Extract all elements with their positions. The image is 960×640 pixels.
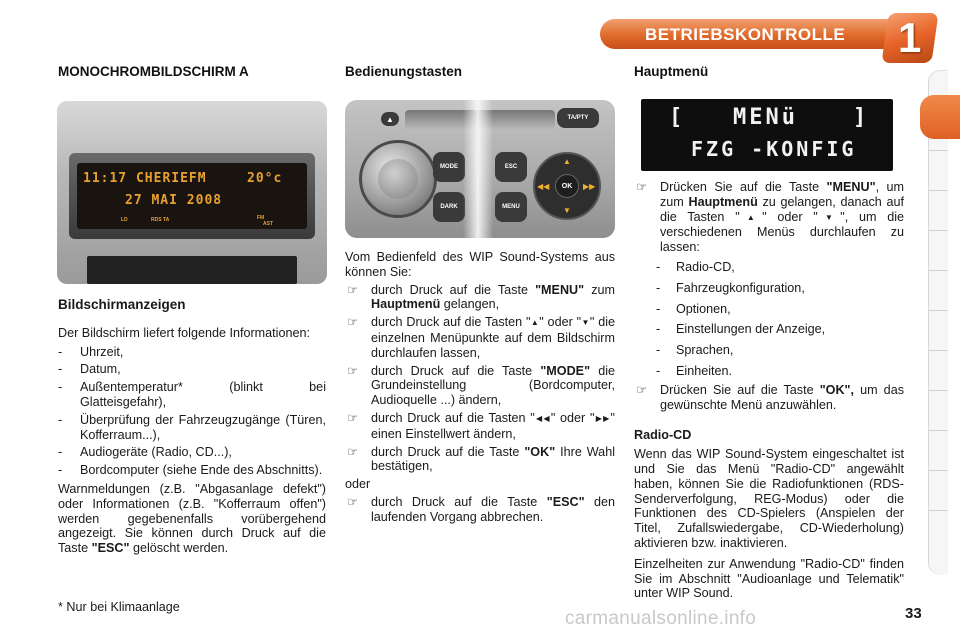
pointer-icon: ☞ xyxy=(636,180,648,194)
tab-divider xyxy=(928,390,948,391)
mode-button: MODE xyxy=(433,152,465,182)
lcd-label-ld: LD xyxy=(121,217,128,223)
warning-paragraph: Warnmeldungen (z.B. "Abgasanlage defekt") oder Informationen (z.B. "Kofferraum offen") werden gegebenenfalls vorübergehend angezeigt. Sie können durch Druck auf die Taste "ESC" gelöscht werden. xyxy=(58,481,326,556)
pointer-icon: ☞ xyxy=(347,494,359,509)
list-item: ☞ durch Druck auf die Taste "ESC" den laufenden Vorgang abbrechen. xyxy=(347,494,616,524)
heading-monochrome-display: MONOCHROMBILDSCHIRM A xyxy=(58,64,249,79)
list-item: - Radio-CD, xyxy=(656,259,735,274)
eject-icon: ▲ xyxy=(381,112,399,126)
tab-divider xyxy=(928,430,948,431)
arrow-right-icon: ▶▶ xyxy=(583,182,596,191)
tab-divider xyxy=(928,190,948,191)
arrow-up-icon: ▲ xyxy=(530,318,540,328)
volume-knob xyxy=(359,140,437,218)
submenu-list xyxy=(634,260,904,379)
display-lcd xyxy=(77,163,307,229)
list-item: - Uhrzeit, xyxy=(58,344,124,359)
tab-divider xyxy=(928,270,948,271)
arrow-left-icon: ◀◀ xyxy=(537,182,550,191)
list-item: - Bordcomputer (siehe Ende des Abschnitts). xyxy=(58,463,323,478)
pointer-icon: ☞ xyxy=(347,282,359,297)
controls-intro: Vom Bedienfeld des WIP Sound-Systems aus können Sie: xyxy=(345,250,615,279)
radio-cd-reference: Einzelheiten zur Anwendung "Radio-CD" finden Sie im Abschnitt "Audioanlage und Telematik" unter WIP Sound. xyxy=(634,556,904,601)
list-item: ☞ durch Druck auf die Taste "MENU" zum Hauptmenü gelangen, xyxy=(347,282,615,312)
lcd-label-fm: FM xyxy=(257,215,265,221)
list-item: - Sprachen, xyxy=(656,343,734,358)
list-item: - Außentemperatur* (blinkt bei Glatteisgefahr), xyxy=(58,380,326,409)
header-title: BETRIEBSKONTROLLE xyxy=(645,25,846,44)
list-item: ☞ durch Druck auf die Tasten "▲" oder "▼" die einzelnen Menüpunkte auf dem Bildschirm durchlaufen lassen, xyxy=(347,315,616,360)
list-item: - Überprüfung der Fahrzeugzugänge (Türen, Kofferraum...), xyxy=(58,412,326,442)
lcd-time-station: 11:17 CHERIEFM xyxy=(83,171,207,186)
list-item: - Einheiten. xyxy=(656,363,733,378)
photo-highlight xyxy=(463,100,493,238)
list-item: ☞ Drücken Sie auf die Taste "OK", um das gewünschte Menü anzuwählen. xyxy=(636,382,904,412)
arrow-up-icon: ▲ xyxy=(563,157,571,166)
dark-button: DARK xyxy=(433,192,465,222)
radio-cd-paragraph: Wenn das WIP Sound-System eingeschaltet ist und Sie das Menü "Radio-CD" angewählt haben, können Sie die Radiofunktionen (RDS-Senderverfolgung, REG-Modus) oder die Funktionen des CD-Spielers (Anspielen der Titel, Zufallswiedergabe, CD-Wiederholung) aktivieren bzw. inaktivieren. xyxy=(634,447,904,550)
list-item: - Einstellungen der Anzeige, xyxy=(656,322,826,337)
control-panel-photo xyxy=(345,100,615,238)
tab-divider xyxy=(928,350,948,351)
watermark: carmanualsonline.info xyxy=(565,608,757,629)
pointer-icon: ☞ xyxy=(636,382,648,397)
pointer-icon: ☞ xyxy=(347,315,359,330)
pointer-icon: ☞ xyxy=(347,363,359,378)
lcd-date: 27 MAI 2008 xyxy=(125,193,223,208)
list-item: ☞ durch Druck auf die Tasten "◀◀" oder "▶▶" einen Einstellwert ändern, xyxy=(347,410,615,441)
list-item: ☞ durch Druck auf die Taste "OK" Ihre Wahl bestätigen, xyxy=(347,444,615,474)
heading-main-menu: Hauptmenü xyxy=(634,64,709,79)
list-item: ☞ Drücken Sie auf die Taste "MENU", um zum Hauptmenü zu gelangen, danach auf die Tasten "▲" oder "▼", um die verschiedenen Menüs durchlaufen zu lassen: xyxy=(636,180,905,255)
display-info-intro: Der Bildschirm liefert folgende Informationen: xyxy=(58,325,310,340)
rewind-icon: ◀◀ xyxy=(534,413,551,423)
column-1-text xyxy=(58,298,326,556)
list-item: - Optionen, xyxy=(656,301,731,316)
ok-button: OK xyxy=(555,174,579,198)
display-info-list xyxy=(58,345,326,478)
lcd-bracket-left: [ xyxy=(669,105,686,130)
subheading-radio-cd: Radio-CD xyxy=(634,428,692,443)
monochrome-display-photo xyxy=(57,101,327,284)
list-item: ☞ durch Druck auf die Taste "MODE" die Grundeinstellung (Bordcomputer, Audioquelle ...) ändern, xyxy=(347,363,615,408)
chapter-number-badge xyxy=(881,13,938,63)
lcd-menu-title: MENü xyxy=(733,105,798,130)
lcd-temperature: 20°c xyxy=(247,171,283,186)
display-lower-slot xyxy=(87,256,297,284)
pointer-icon: ☞ xyxy=(347,410,359,425)
fast-forward-icon: ▶▶ xyxy=(594,413,611,423)
column-2-text xyxy=(345,250,615,525)
list-item: - Audiogeräte (Radio, CD...), xyxy=(58,445,232,460)
main-menu-display-photo xyxy=(641,99,893,171)
column-3-text xyxy=(634,180,904,601)
lcd-bracket-right: ] xyxy=(853,105,870,130)
lcd-label-ast: AST xyxy=(263,221,273,227)
arrow-down-icon: ▼ xyxy=(817,212,841,222)
page-header xyxy=(0,8,960,61)
pointer-icon: ☞ xyxy=(347,444,359,459)
chapter-tabs xyxy=(928,70,948,575)
arrow-down-icon: ▼ xyxy=(581,318,590,328)
arrow-down-icon: ▼ xyxy=(563,206,571,215)
navigation-pad xyxy=(533,152,601,220)
active-chapter-tab[interactable] xyxy=(920,95,960,139)
subheading-display-info: Bildschirmanzeigen xyxy=(58,297,186,312)
tab-divider xyxy=(928,230,948,231)
tab-divider xyxy=(928,310,948,311)
list-item: - Datum, xyxy=(58,362,121,377)
heading-controls: Bedienungstasten xyxy=(345,64,463,79)
page-number: 33 xyxy=(905,605,922,622)
arrow-up-icon: ▲ xyxy=(739,212,763,222)
tab-divider xyxy=(928,510,948,511)
lcd-menu-item: FZG -KONFIG xyxy=(691,137,857,161)
esc-button: ESC xyxy=(495,152,527,182)
tab-divider xyxy=(928,150,948,151)
ta-pty-button: TA/PTY xyxy=(557,108,599,128)
tab-divider xyxy=(928,470,948,471)
lcd-label-rds: RDS TA xyxy=(151,217,170,223)
menu-button: MENU xyxy=(495,192,527,222)
list-item: - Fahrzeugkonfiguration, xyxy=(656,280,805,295)
or-text: oder xyxy=(345,477,371,492)
footnote: * Nur bei Klimaanlage xyxy=(58,600,180,614)
chapter-number: 1 xyxy=(898,14,922,61)
